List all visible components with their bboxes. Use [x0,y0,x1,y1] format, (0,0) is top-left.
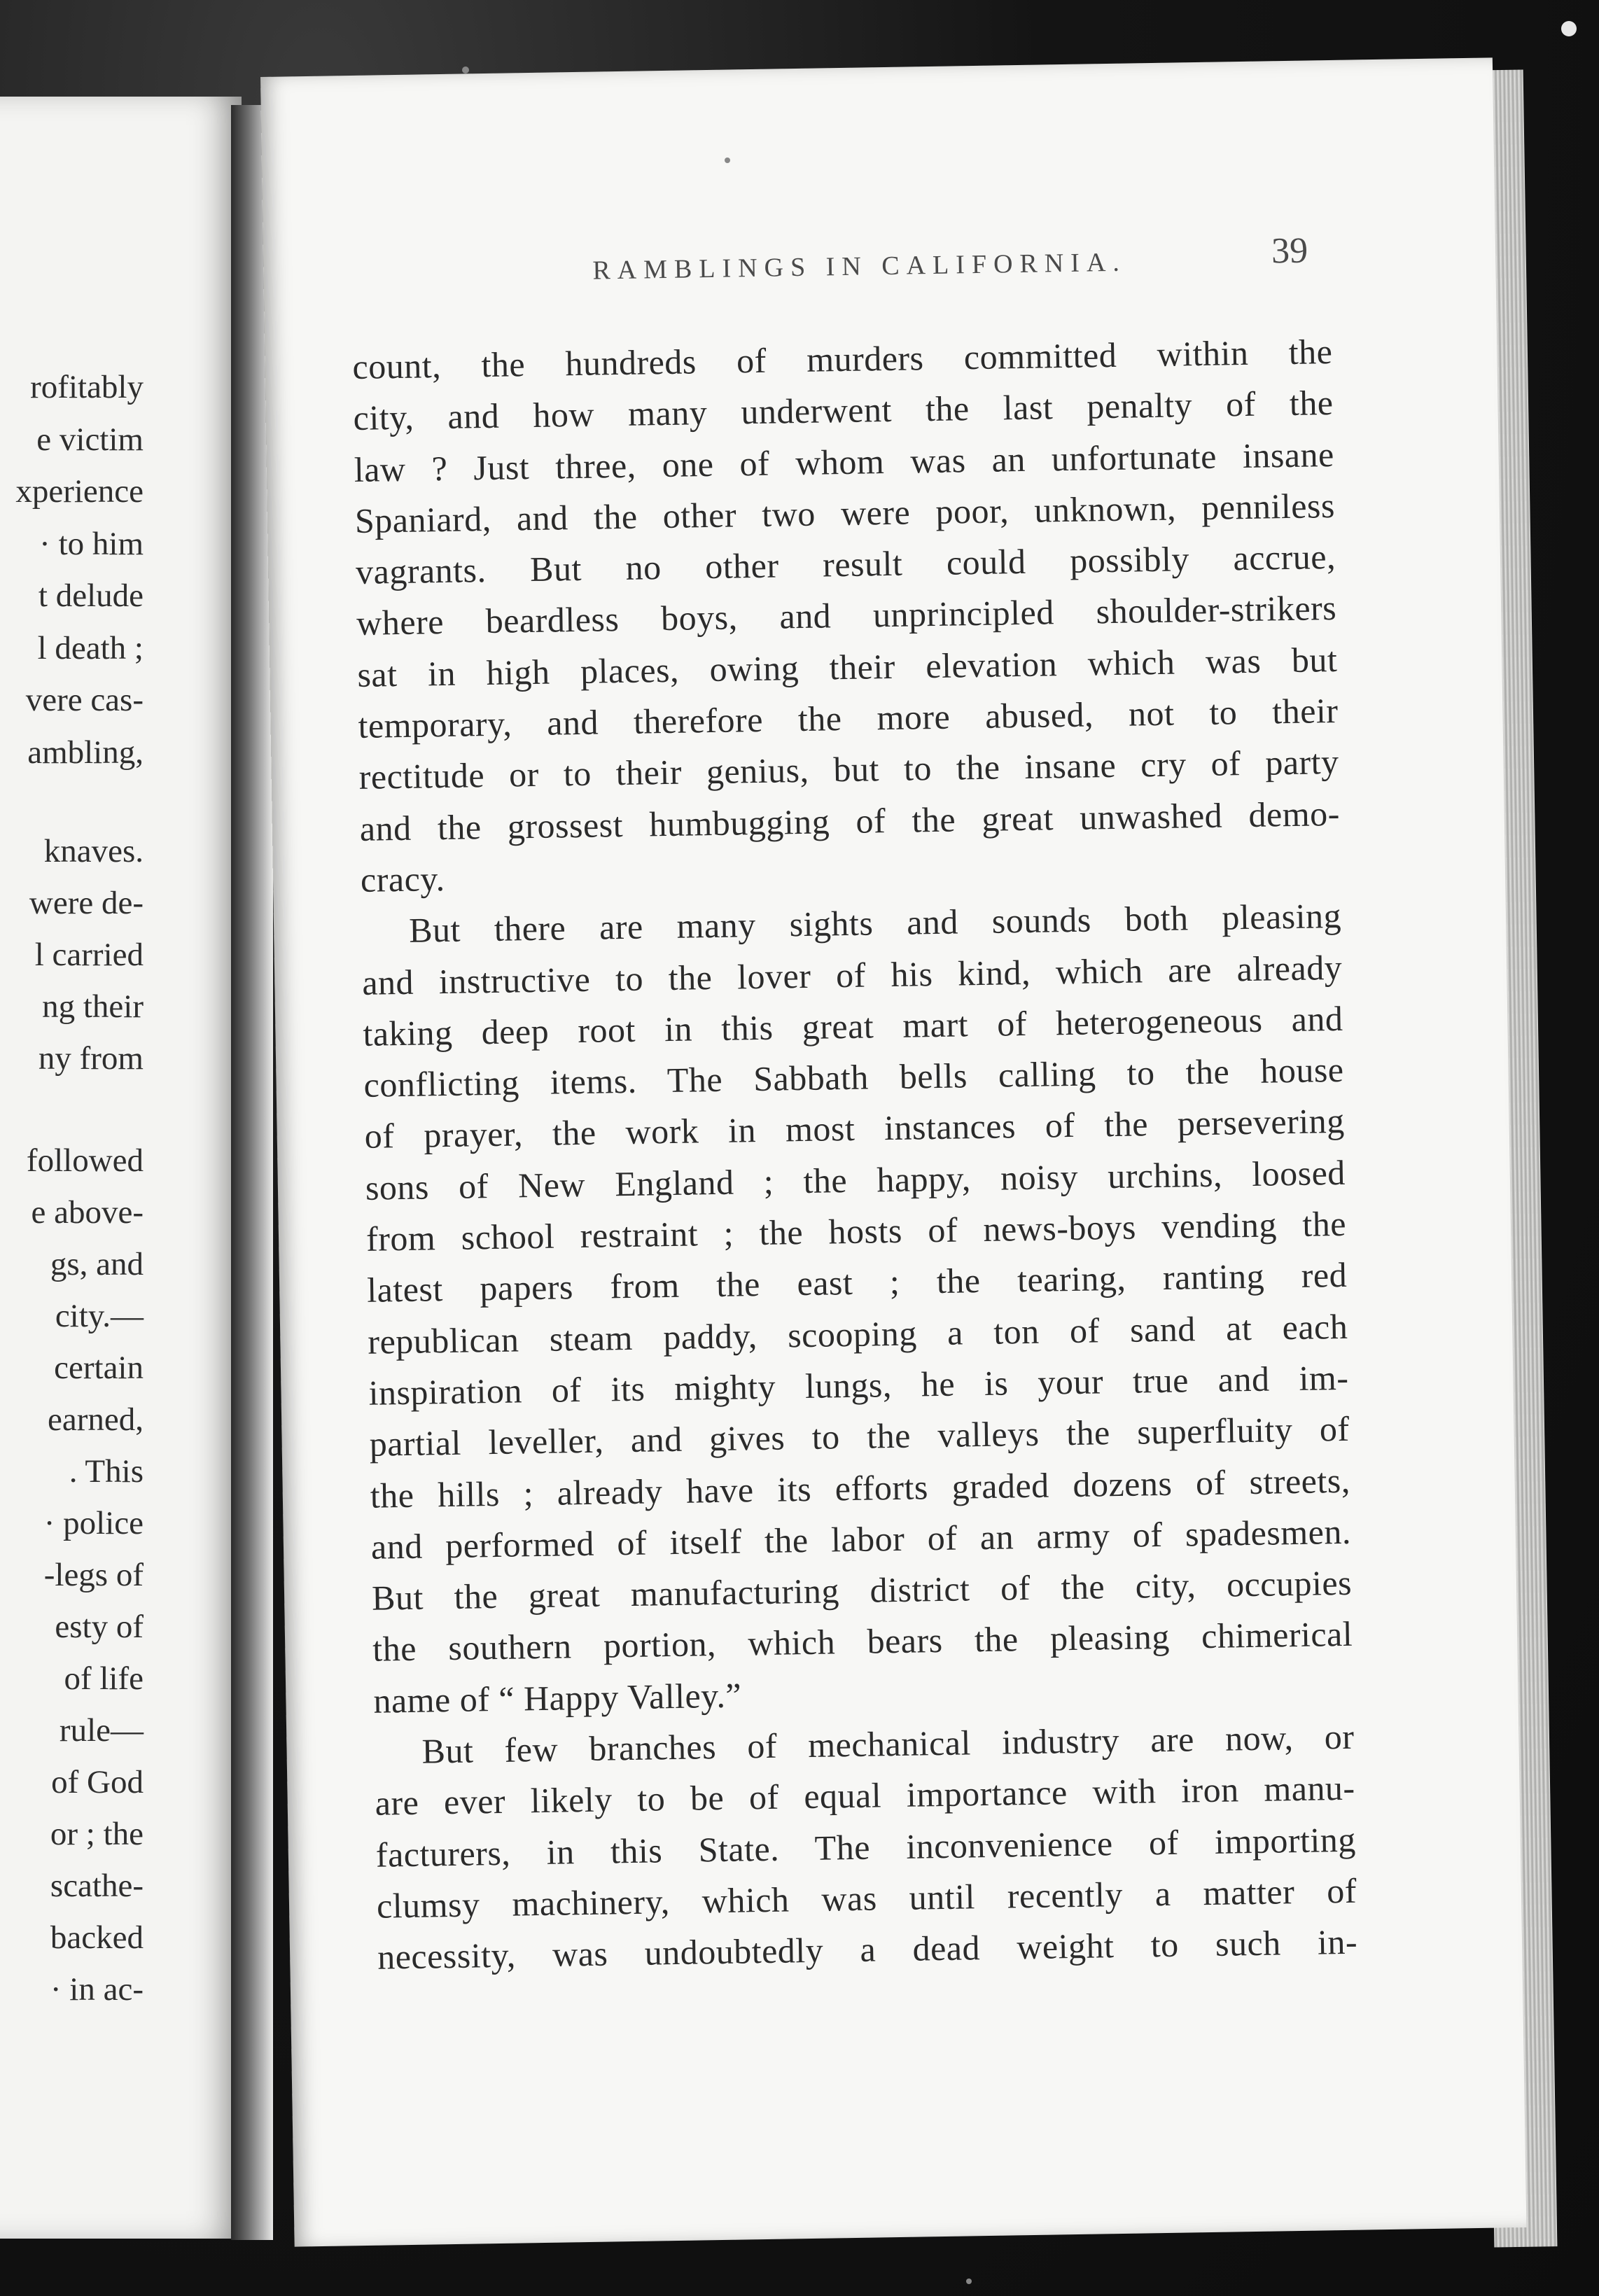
text-line: name of “ Happy Valley.” [373,1675,742,1721]
text-line: taking deep root in this great mart of heterogeneous and [363,998,1343,1054]
text-line: partial leveller, and gives to the valleys the superfluity of [369,1409,1350,1464]
left-page-line: knaves. [43,833,144,869]
text-line: But the great manufacturing district of the city, occupies [371,1562,1353,1618]
left-page-line: l death ; [37,630,144,666]
left-page-line: e above- [31,1194,144,1231]
left-page-line: were de- [29,885,144,921]
text-line: of prayer, the work in most instances of the persevering [364,1101,1346,1156]
left-page-line: vere cas- [25,682,144,718]
text-line: Spaniard, and the other two were poor, unknown, penniless [354,485,1336,540]
left-page-line: e victim [36,421,144,458]
left-page-line: xperience [15,473,144,510]
text-line: from school restraint ; the hosts of news-boys vending the [365,1203,1347,1259]
left-page-line: gs, and [50,1246,144,1282]
left-page-line: · police [43,1505,144,1541]
left-page-line: followed [26,1142,144,1179]
left-page-line: city.— [55,1298,144,1334]
page-number: 39 [1271,230,1308,272]
left-page-line: of life [64,1660,144,1697]
text-line: and performed of itself the labor of an army of spadesmen. [370,1511,1352,1567]
text-line: and instructive to the lover of his kind, which are already [361,947,1343,1002]
left-page [0,97,242,2239]
left-page-line: · to him [39,526,144,562]
text-line: and the grossest humbugging of the great unwashed demo- [359,793,1341,848]
text-line: city, and how many underwent the last penalty of the [353,383,1334,438]
left-page-line: backed [50,1919,144,1956]
text-line: inspiration of its mighty lungs, he is your true and im- [368,1357,1349,1413]
left-page-line: . This [69,1453,144,1490]
left-page-line: rule— [59,1712,144,1749]
text-line: are ever likely to be of equal importance with iron manu- [375,1768,1356,1823]
text-line: the southern portion, which bears the pleasing chimerical [372,1614,1353,1670]
text-line: the hills ; already have its efforts graded dozens of streets, [370,1460,1351,1516]
dust-speck [966,2278,972,2284]
text-line: rectitude or to their genius, but to the insane cry of party [358,742,1339,797]
text-line: clumsy machinery, which was until recently a matter of [376,1870,1357,1926]
body-text [352,326,1358,1983]
text-line: where beardless boys, and unprincipled shoulder-strikers [356,588,1337,643]
text-line: law ? Just three, one of whom was an unfortunate insane [354,434,1335,489]
text-line: count, the hundreds of murders committed within the [352,331,1333,386]
left-page-line: l carried [34,937,144,973]
text-line: conflicting items. The Sabbath bells calling to the house [363,1050,1344,1105]
left-page-line: earned, [48,1401,144,1438]
left-page-line: -legs of [43,1557,144,1593]
text-line: sat in high places, owing their elevation which was but [356,639,1338,694]
text-line: latest papers from the east ; the tearing, ranting red [366,1255,1348,1310]
text-line: cracy. [360,858,445,899]
right-page [260,57,1526,2246]
dust-speck [462,66,469,74]
left-page-line: of God [51,1764,144,1800]
left-page-line: · in ac- [50,1971,144,2008]
text-line: sons of New England ; the happy, noisy urchins, loosed [365,1152,1346,1208]
left-page-line: or ; the [50,1816,144,1852]
dust-speck [725,158,730,163]
text-line: vagrants. But no other result could possibly accrue, [355,537,1336,592]
dust-speck [1561,21,1577,36]
running-head: RAMBLINGS IN CALIFORNIA. [592,247,1127,286]
text-line: republican steam paddy, scooping a ton of sand at each [367,1306,1348,1362]
text-line: temporary, and therefore the more abused, not to their [358,691,1339,746]
left-page-line: rofitably [30,369,144,405]
left-page-line: ng their [42,988,144,1025]
left-page-line: ambling, [27,734,144,771]
left-page-line: ny from [38,1040,144,1077]
text-line: facturers, in this State. The inconvenience of importing [375,1819,1357,1875]
paragraph-start-line: But few branches of mechanical industry are now, or [421,1716,1355,1771]
text-line: necessity, was undoubtedly a dead weight to such in- [377,1921,1358,1977]
left-page-line: esty of [55,1609,144,1645]
left-page-line: t delude [38,578,144,614]
left-page-line: scathe- [50,1868,144,1904]
paragraph-start-line: But there are many sights and sounds both pleasing [408,896,1342,951]
left-page-line: certain [54,1350,144,1386]
